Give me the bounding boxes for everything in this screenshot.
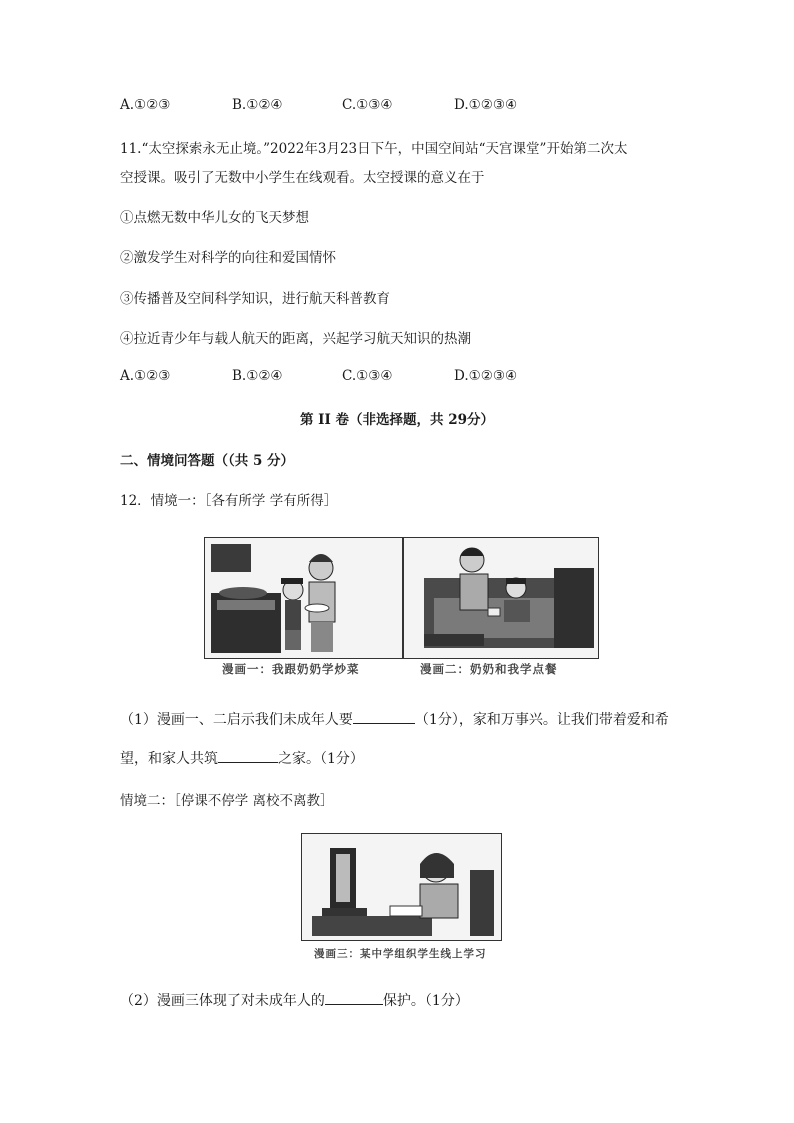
answer-blank-2[interactable]: [218, 748, 278, 763]
q12-sub1-text-d: 之家。（1分）: [278, 751, 364, 767]
q11-option-b: B.①②④: [232, 368, 283, 384]
q12-sub1-line1: [120, 709, 669, 729]
q11-item-1: ①点燃无数中华儿女的飞天梦想: [120, 210, 309, 226]
q12-sub2-text-b: 保护。（1分）: [382, 993, 469, 1009]
comic-one-caption: 漫画一：我跟奶奶学炒菜: [222, 662, 360, 676]
answer-blank-1[interactable]: [353, 709, 415, 724]
q11-item-3: ③传播普及空间科学知识，进行航天科普教育: [120, 291, 390, 307]
volume-title: 第 II 卷（非选择题，共 29分）: [299, 412, 495, 428]
q10-options: [120, 97, 680, 117]
q12-sub2-line: [120, 990, 469, 1010]
q12-sub1-text-b: （1分），家和万事兴。让我们带着爱和希: [414, 712, 669, 728]
comic-one-image: [204, 537, 403, 659]
q10-option-b: B.①②④: [232, 97, 283, 113]
q10-option-c: C.①③④: [342, 97, 393, 113]
comic-two-image: [403, 537, 599, 659]
q11-option-d: D.①②③④: [454, 368, 518, 384]
q12-scenario2: 情境二：［停课不停学 离校不离教］: [120, 793, 334, 809]
q11-option-c: C.①③④: [342, 368, 393, 384]
q11-stem-line2: 空授课。吸引了无数中小学生在线观看。太空授课的意义在于: [120, 170, 485, 186]
comic-three-caption: 漫画三：某中学组织学生线上学习: [314, 948, 487, 960]
q12-scenario1: 12．情境一：［各有所学 学有所得］: [120, 493, 338, 509]
q11-item-4: ④拉近青少年与载人航天的距离，兴起学习航天知识的热潮: [120, 331, 471, 347]
q11-stem-line1: 11.“太空探索永无止境。”2022年3月23日下午，中国空间站“天宫课堂”开始第二次太: [120, 141, 628, 157]
q12-sub1-line2: [120, 748, 364, 768]
q11-item-2: ②激发学生对科学的向往和爱国情怀: [120, 250, 336, 266]
q12-sub2-text-a: （2）漫画三体现了对未成年人的: [120, 993, 325, 1009]
q11-option-a: A.①②③: [120, 368, 171, 384]
q11-options: [120, 368, 680, 388]
q12-sub1-text-a: （1）漫画一、二启示我们未成年人要: [120, 712, 353, 728]
comic-two-caption: 漫画二：奶奶和我学点餐: [420, 662, 558, 676]
q10-option-d: D.①②③④: [454, 97, 518, 113]
answer-blank-3[interactable]: [325, 990, 383, 1005]
comic-three-image: [301, 833, 502, 941]
q12-sub1-text-c: 望，和家人共筑: [120, 751, 218, 767]
part-title: 二、情境问答题（（共 5 分）: [120, 453, 295, 469]
q10-option-a: A.①②③: [120, 97, 171, 113]
